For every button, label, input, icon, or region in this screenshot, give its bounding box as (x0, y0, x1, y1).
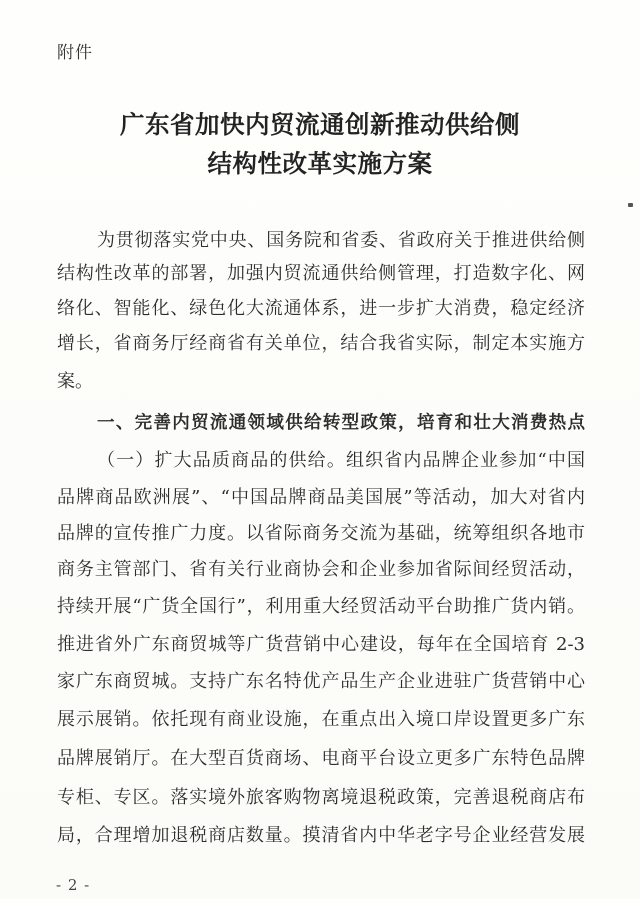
body-line-8: 品牌商品欧洲展”、“中国品牌商品美国展”等活动，加大对省内 (57, 487, 585, 508)
body-line-13: 家广东商贸城。支持广东名特优产品生产企业进驻广货营销中心 (57, 671, 585, 692)
body-line-15: 品牌展销厅。在大型百货商场、电商平台设立更多广东特色品牌 (57, 748, 585, 769)
body-line-1: 为贯彻落实党中央、国务院和省委、省政府关于推进供给侧 (97, 230, 585, 251)
section-heading-1: 一、完善内贸流通领域供给转型政策，培育和壮大消费热点 (97, 413, 585, 433)
page-number: - 2 - (56, 876, 91, 894)
body-line-14: 展示展销。依托现有商业设施，在重点出入境口岸设置更多广东 (57, 709, 585, 730)
body-line-3: 络化、智能化、绿色化大流通体系，进一步扩大消费，稳定经济 (57, 298, 585, 319)
body-line-2: 结构性改革的部署，加强内贸流通供给侧管理，打造数字化、网 (57, 263, 585, 284)
document-title-line-2: 结构性改革实施方案 (207, 149, 433, 178)
body-line-7: （一）扩大品质商品的供给。组织省内品牌企业参加“中国 (97, 450, 585, 471)
scan-mark (628, 203, 633, 207)
body-line-11: 持续开展“广货全国行”，利用重大经贸活动平台助推广货内销。 (57, 596, 585, 617)
document-title-line-1: 广东省加快内贸流通创新推动供给侧 (120, 110, 520, 139)
body-line-10: 商务主管部门、省有关行业商协会和企业参加省际间经贸活动， (57, 559, 585, 580)
body-line-16: 专柜、专区。落实境外旅客购物离境退税政策，完善退税商店布 (57, 787, 585, 808)
body-line-4: 增长，省商务厅经商省有关单位，结合我省实际，制定本实施方 (57, 333, 585, 354)
body-line-12: 推进省外广东商贸城等广货营销中心建设，每年在全国培育 2-3 (57, 634, 585, 655)
attachment-label: 附件 (57, 43, 93, 63)
body-line-5: 案。 (57, 371, 93, 392)
body-line-9: 品牌的宣传推广力度。以省际商务交流为基础，统筹组织各地市 (57, 523, 585, 544)
body-line-17: 局，合理增加退税商店数量。摸清省内中华老字号企业经营发展 (57, 825, 585, 846)
